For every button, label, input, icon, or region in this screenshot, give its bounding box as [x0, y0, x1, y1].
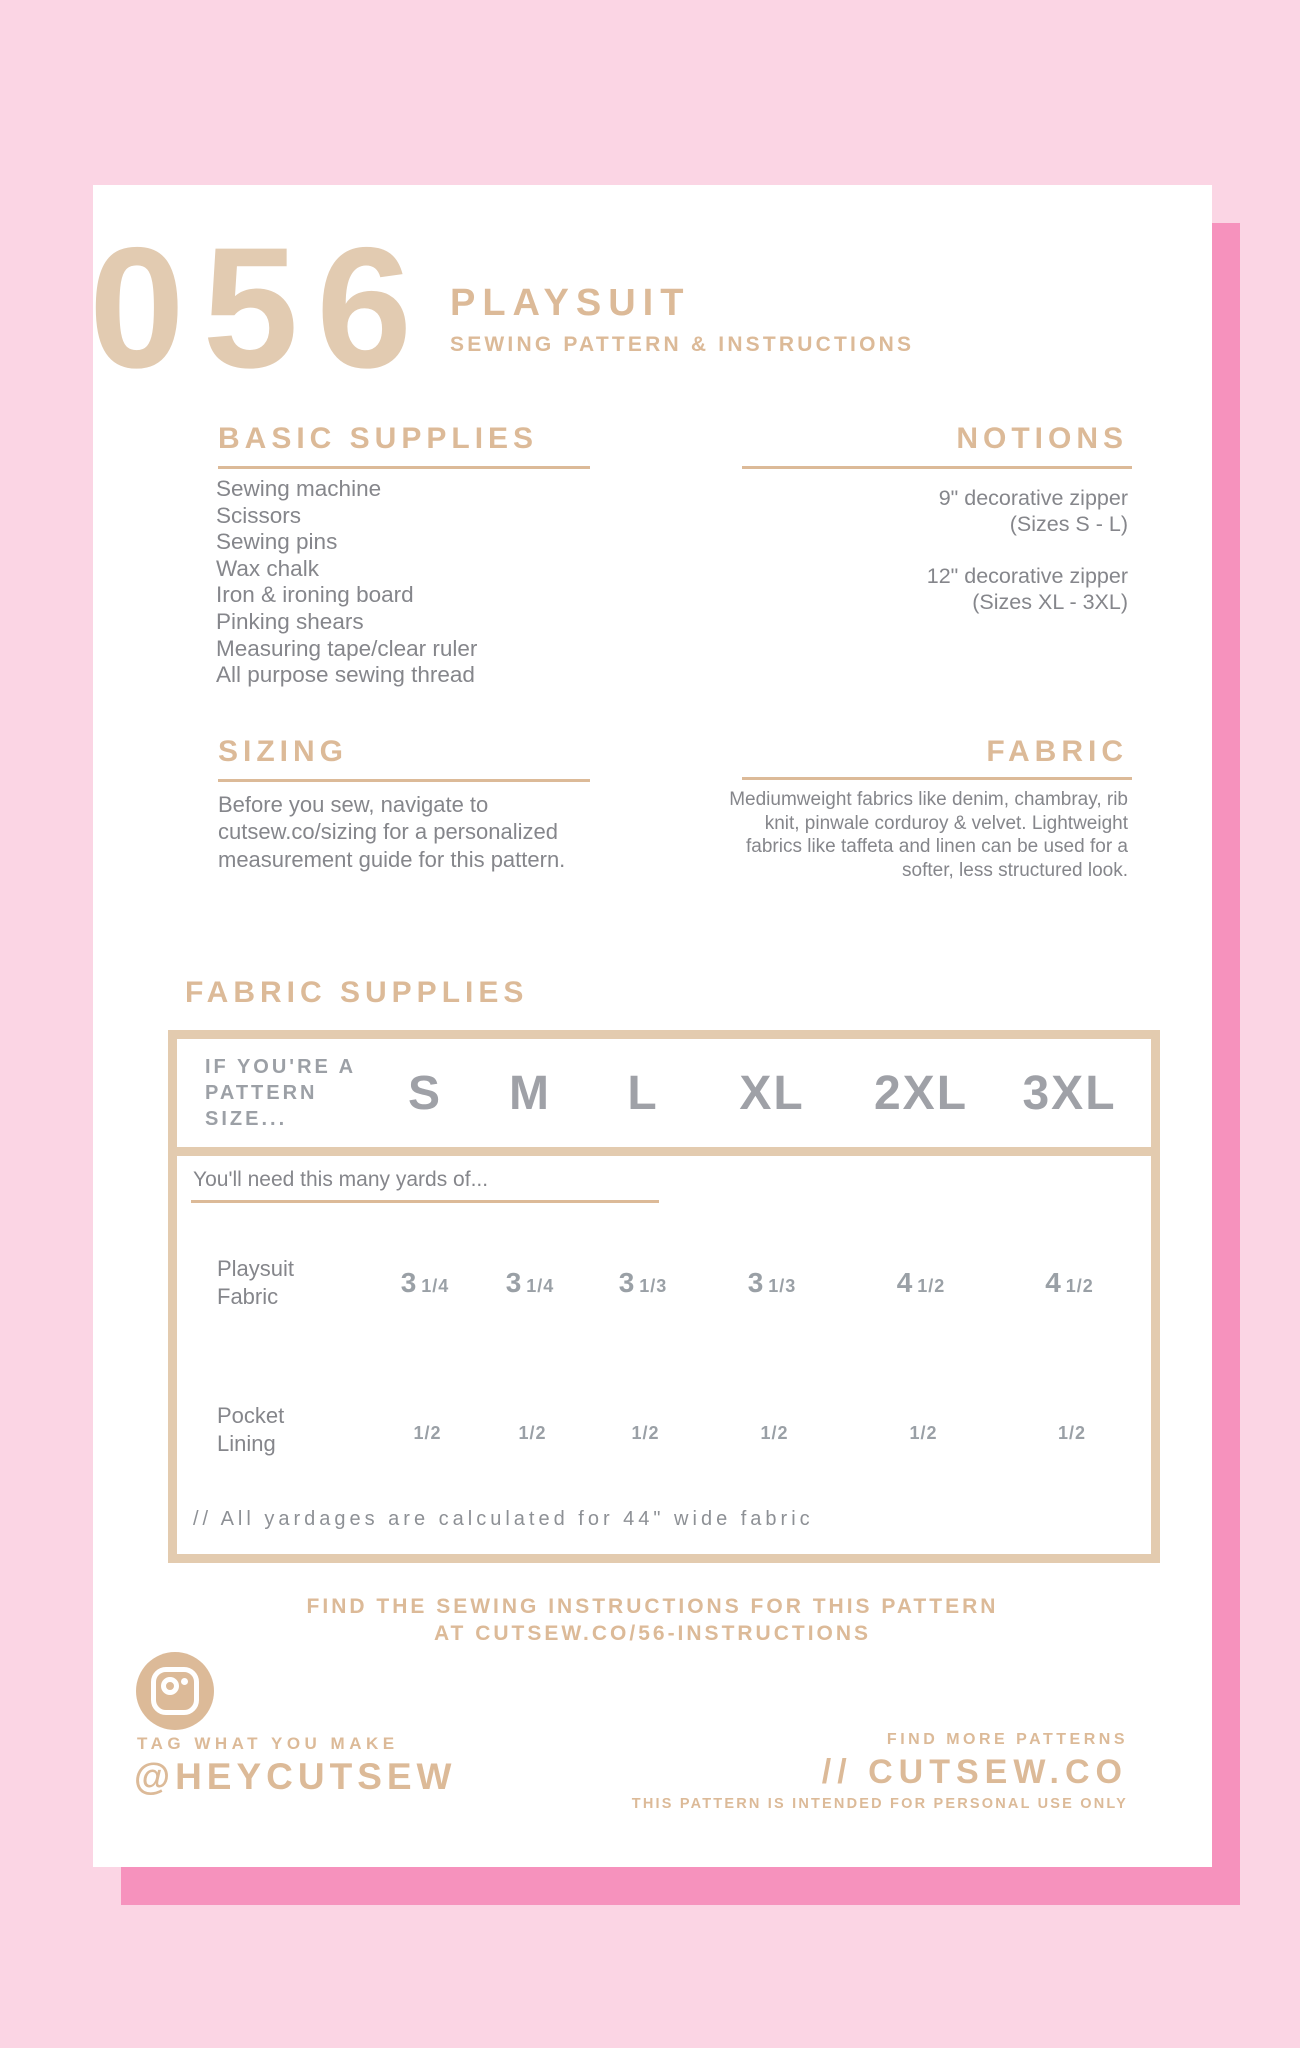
yardage-fraction: 1/3 — [639, 1276, 668, 1296]
supply-item: Wax chalk — [216, 555, 319, 581]
sizing-line: Before you sew, navigate to — [218, 792, 489, 817]
fabric-supplies-heading: FABRIC SUPPLIES — [185, 976, 529, 1009]
notion-size-range: (Sizes XL - 3XL) — [972, 590, 1128, 614]
table-note: // All yardages are calculated for 44" wide fabric — [193, 1508, 814, 1530]
notion-item: 12" decorative zipper — [926, 564, 1128, 588]
yardage-whole: 3 — [505, 1267, 522, 1298]
size-column-header: M — [509, 1066, 551, 1120]
yardage-value — [374, 1267, 476, 1299]
pattern-number: 056 — [89, 212, 430, 404]
basic-supplies-underline — [218, 466, 590, 469]
notions-underline — [742, 466, 1132, 469]
sizing-line: measurement guide for this pattern. — [218, 846, 566, 872]
personal-use-note: THIS PATTERN IS INTENDED FOR PERSONAL USE ONLY — [631, 1796, 1128, 1812]
yardage-whole: 3 — [618, 1267, 635, 1298]
instagram-lens — [161, 1677, 179, 1695]
instagram-flash-dot — [181, 1678, 188, 1685]
size-column-header: S — [407, 1066, 442, 1120]
table-row — [177, 1228, 1151, 1338]
yardage-value — [584, 1267, 702, 1299]
notions-list — [927, 485, 1128, 641]
size-table-header — [177, 1039, 1151, 1156]
supply-item: Measuring tape/clear ruler — [216, 635, 478, 661]
sizing-line: cutsew.co/sizing for a personalized — [218, 819, 558, 845]
yardage-whole: 3 — [747, 1267, 764, 1298]
yards-underline — [191, 1200, 659, 1203]
yardage-fraction: 1/4 — [421, 1276, 450, 1296]
yardage-value — [584, 1414, 702, 1446]
sizing-underline — [218, 779, 590, 782]
supply-item: Sewing pins — [216, 529, 338, 555]
size-prompt — [189, 1054, 374, 1132]
pattern-title: PLAYSUIT — [450, 282, 691, 324]
yardage-value — [702, 1414, 842, 1446]
instructions-cta — [93, 1593, 1212, 1647]
notion-entry — [927, 563, 1128, 615]
notion-item: 9" decorative zipper — [938, 486, 1128, 510]
fabric-line: knit, pinwale corduroy & velvet. Lightweight — [764, 812, 1128, 834]
yardage-fraction: 1/2 — [1057, 1423, 1087, 1443]
yardage-value — [476, 1414, 584, 1446]
size-column-header: L — [627, 1066, 659, 1120]
size-column-header: 3XL — [1022, 1066, 1117, 1120]
fabric-row-label-text: Pocket Lining — [217, 1403, 285, 1456]
find-more-label: FIND MORE PATTERNS — [886, 1731, 1128, 1748]
fabric-row-label — [189, 1255, 374, 1311]
instructions-cta-line: FIND THE SEWING INSTRUCTIONS FOR THIS PATTERN — [306, 1595, 999, 1618]
fabric-underline — [742, 777, 1132, 780]
pattern-sheet — [89, 185, 1212, 1867]
size-column-header: XL — [739, 1066, 805, 1120]
yardage-value — [476, 1267, 584, 1299]
fabric-row-label-text: Playsuit Fabric — [217, 1256, 295, 1309]
yardage-fraction: 1/3 — [768, 1276, 797, 1296]
table-row — [177, 1378, 1151, 1482]
size-column-header: 2XL — [873, 1066, 969, 1120]
instagram-handle: @HEYCUTSEW — [134, 1756, 457, 1797]
site-label: // CUTSEW.CO — [821, 1753, 1128, 1791]
yards-label: You'll need this many yards of... — [193, 1168, 489, 1191]
yardage-value — [842, 1267, 1000, 1299]
tag-label: TAG WHAT YOU MAKE — [137, 1734, 399, 1753]
yardage-fraction: 1/2 — [413, 1423, 442, 1443]
size-yardage-table — [168, 1030, 1160, 1563]
basic-supplies-list — [216, 476, 477, 689]
yardage-fraction: 1/2 — [631, 1423, 660, 1443]
supply-item: Iron & ironing board — [216, 582, 414, 608]
yardage-fraction: 1/2 — [760, 1423, 789, 1443]
yardage-fraction: 1/2 — [917, 1276, 946, 1296]
yardage-value — [374, 1414, 476, 1446]
instagram-icon — [136, 1652, 214, 1730]
yardage-value — [1000, 1414, 1139, 1446]
size-prompt-line: PATTERN — [205, 1082, 318, 1104]
fabric-paragraph — [729, 788, 1128, 882]
sizing-paragraph — [218, 791, 565, 873]
basic-supplies-heading: BASIC SUPPLIES — [218, 422, 539, 455]
notion-entry — [927, 485, 1128, 537]
sizing-heading: SIZING — [218, 735, 349, 768]
instructions-cta-line: AT CUTSEW.CO/56-INSTRUCTIONS — [433, 1622, 872, 1645]
yardage-fraction: 1/2 — [909, 1423, 938, 1443]
fabric-row-label — [189, 1402, 374, 1458]
yardage-whole: 4 — [896, 1267, 913, 1298]
fabric-line: softer, less structured look. — [902, 859, 1128, 881]
notions-heading: NOTIONS — [956, 422, 1128, 455]
supply-item: Scissors — [216, 502, 302, 528]
yardage-value — [842, 1414, 1000, 1446]
yardage-value — [702, 1267, 842, 1299]
yardage-fraction: 1/2 — [518, 1423, 547, 1443]
size-table-body — [177, 1156, 1151, 1545]
pattern-subtitle: SEWING PATTERN & INSTRUCTIONS — [450, 333, 915, 356]
notion-size-range: (Sizes S - L) — [1009, 512, 1128, 536]
supply-item: All purpose sewing thread — [216, 662, 475, 688]
supply-item: Pinking shears — [216, 608, 364, 634]
yardage-whole: 4 — [1045, 1267, 1061, 1298]
fabric-line: fabrics like taffeta and linen can be used for a — [745, 836, 1128, 858]
fabric-line: Mediumweight fabrics like denim, chambray, rib — [729, 789, 1128, 810]
pattern-header — [450, 282, 914, 357]
size-prompt-line: IF YOU'RE A — [205, 1056, 357, 1078]
supply-item: Sewing machine — [216, 476, 382, 501]
yardage-fraction: 1/4 — [526, 1276, 555, 1296]
size-prompt-line: SIZE... — [205, 1108, 288, 1130]
fabric-heading: FABRIC — [986, 735, 1128, 768]
yardage-fraction: 1/2 — [1065, 1276, 1094, 1296]
instagram-camera-outline — [151, 1667, 199, 1715]
yardage-value — [1000, 1267, 1139, 1299]
yardage-whole: 3 — [400, 1267, 417, 1298]
footer-right-block — [632, 1731, 1128, 1812]
